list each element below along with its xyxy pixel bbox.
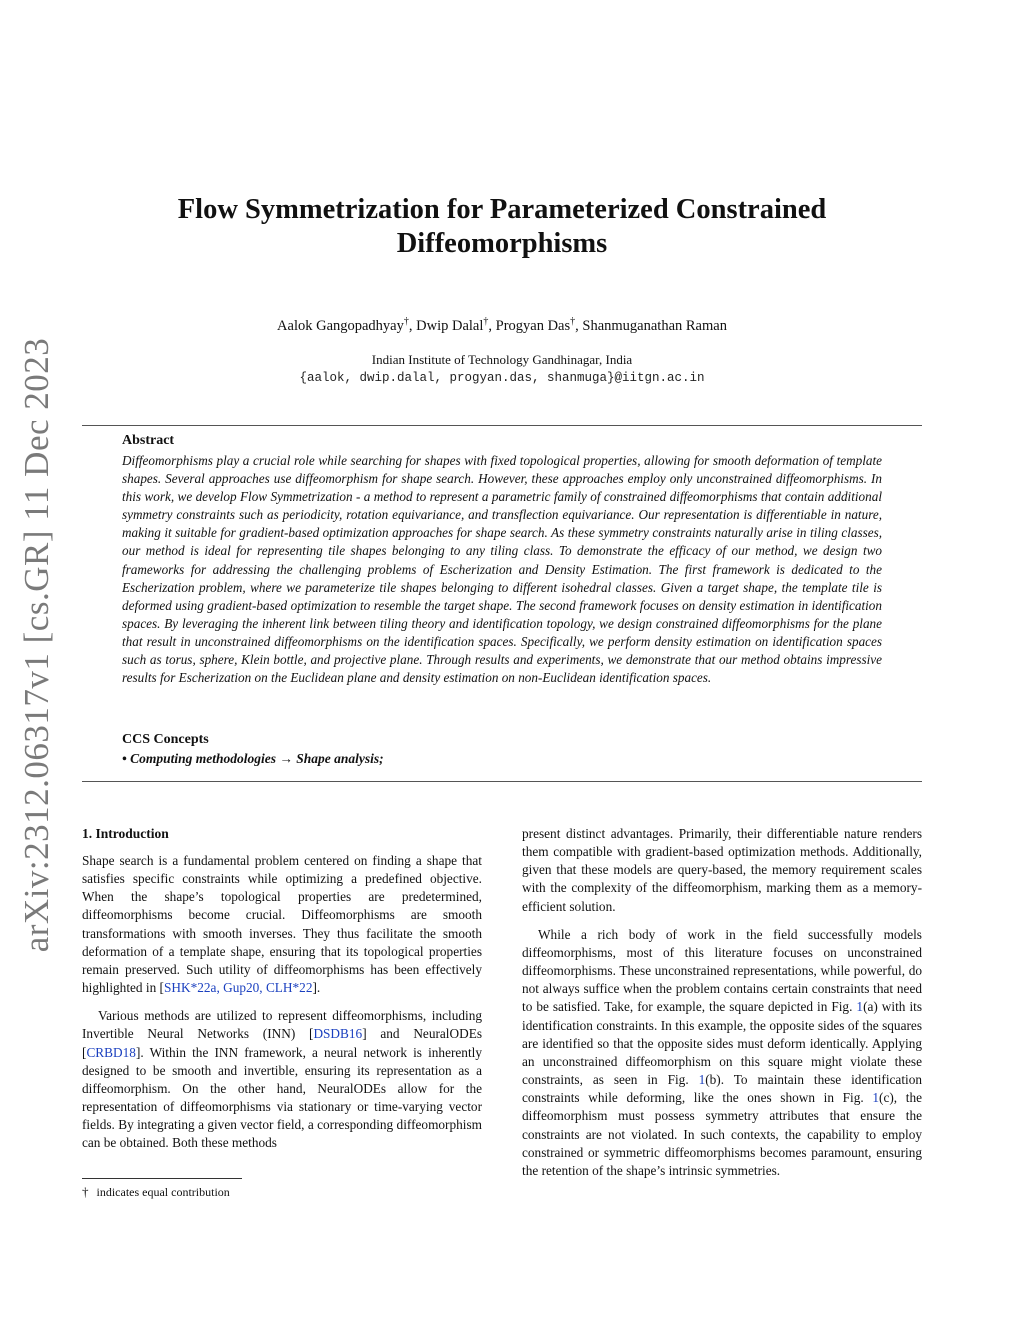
abstract-heading: Abstract — [122, 433, 175, 448]
arxiv-identifier — [12, 337, 62, 953]
affiliation: Indian Institute of Technology Gandhinagar, India — [371, 352, 633, 367]
ccs-heading: CCS Concepts — [122, 732, 209, 747]
figure-ref-link[interactable]: 1 — [872, 1090, 880, 1106]
author-emails: {aalok, dwip.dalal, progyan.das, shanmuga}@iitgn.ac.in — [299, 371, 705, 385]
citation-link[interactable]: SHK*22a, Gup20, CLH*22 — [164, 980, 313, 996]
footnote — [82, 1184, 230, 1200]
figure-ref-link[interactable]: 1 — [698, 1072, 706, 1088]
equal-contribution-mark: † — [570, 316, 576, 327]
figure-ref-link[interactable]: 1 — [856, 999, 864, 1015]
arxiv-id-text: arXiv:2312.06317v1 [cs.GR] 11 Dec 2023 — [17, 337, 56, 953]
title-line-2: Diffeomorphisms — [396, 228, 608, 259]
author-name: Aalok Gangopadhyay — [277, 317, 404, 334]
right-column — [522, 825, 922, 1180]
equal-contribution-mark: † — [403, 316, 409, 327]
dagger-mark: † — [82, 1184, 89, 1199]
intro-paragraph-2: Various methods are utilized to represent diffeomorphisms, including Invertible Neural Networks (INN) [DSDB16] and NeuralODEs [CRBD18]. Within the INN framework, a neural network is inherently designed to be smooth and invertible, ensuring its representation as a diffeomorphism. On the other hand, NeuralODEs allow for the representation of diffeomorphisms via stationary or time-varying vector fields. By integrating a given vector field, a corresponding diffeomorphism can be obtained. Both these methods — [82, 1008, 482, 1151]
citation-link-crbd18[interactable]: CRBD18 — [86, 1044, 136, 1060]
abstract-top-rule — [82, 425, 922, 426]
equal-contribution-mark: † — [483, 316, 489, 327]
left-column — [82, 852, 482, 1153]
author-name: Progyan Das — [495, 317, 571, 334]
footnote-rule — [82, 1178, 242, 1179]
author-name: Shanmuganathan Raman — [582, 317, 727, 334]
author-list: Aalok Gangopadhyay†, Dwip Dalal†, Progyan Das†, Shanmuganathan Raman — [277, 316, 727, 334]
abstract-body: Diffeomorphisms play a crucial role while searching for shapes with fixed topological properties, allowing for smooth deformation of template shapes. Several approaches use diffeomorphism for shape search. However, these approaches employ only unconstrained diffeomorphisms. In this work, we develop Flow Symmetrization - a method to represent a parametric family of constrained diffeomorphisms that contain additional symmetry constraints such as periodicity, rotation equivariance, and transflection equivariance. Our representation is differentiable in nature, making it suitable for gradient-based optimization approaches for shape search. As these symmetry constraints naturally arise in tiling classes, our method is ideal for representing tile shapes belonging to any tiling class. To demonstrate the efficacy of our method, we design two frameworks for addressing the challenging problems of Escherization and Density Estimation. The first framework is dedicated to the Escherization problem, where we parameterize tile shapes belonging to different isohedral classes. Given a target shape, the template tile is deformed using gradient-based optimization to resemble the target shape. The second framework focuses on density estimation in identification spaces. By leveraging the inherent link between tiling theory and identification topology, we design constrained diffeomorphisms for the plane that result in unconstrained diffeomorphisms on the identification spaces. Specifically, we perform density estimation on identification spaces such as torus, sphere, Klein bottle, and projective plane. Through results and experiments, we demonstrate that our method obtains impressive results for Escherization on the Euclidean plane and density estimation on non-Euclidean identification spaces. — [122, 453, 882, 686]
paper-title — [120, 193, 884, 261]
author-name: Dwip Dalal — [416, 317, 484, 334]
section-heading-introduction: 1. Introduction — [82, 826, 169, 841]
title-line-1: Flow Symmetrization for Parameterized Constrained — [177, 194, 827, 225]
abstract-bottom-rule — [82, 781, 922, 782]
intro-paragraph-4: While a rich body of work in the field successfully models diffeomorphisms, most of this literature focuses on unconstrained diffeomorphisms. These unconstrained representations, while powerful, do not always suffice when the problem contains certain constraints that need to be satisfied. Take, for example, the square depicted in Fig. 1(a) with its identification constraints. In this example, the opposite sides of the squares are identified so that the opposite sides must deform identically. Applying an unconstrained diffeomorphism on this square might violate these constraints, as seen in Fig. 1(b). To maintain these identification constraints while deforming, like the ones shown in Fig. 1(c), the diffeomorphism must possess symmetry attributes that ensure the constraints are not violated. In such contexts, the capability to employ constrained or symmetric diffeomorphisms becomes paramount, ensuring the retention of the shape’s intrinsic symmetries. — [522, 926, 923, 1178]
ccs-concept-item: • Computing methodologies → Shape analysis; — [122, 751, 384, 766]
citation-link-dsdb16[interactable]: DSDB16 — [313, 1026, 363, 1042]
intro-paragraph-1: Shape search is a fundamental problem centered on finding a shape that satisfies specific constraints while optimizing a predefined objective. When the shape’s topological properties are predetermined, diffeomorphisms become crucial. Diffeomorphisms are smooth transformations with smooth inverses. They thus facilitate the smooth deformation of a template shape, ensuring that its topological properties remain preserved. Such utility of diffeomorphisms has been effectively highlighted in [SHK*22a, Gup20, CLH*22]. — [82, 853, 482, 996]
intro-paragraph-3: present distinct advantages. Primarily, their differentiable nature renders them compatible with gradient-based optimization methods. Additionally, given that these models are query-based, the memory requirement scales with the complexity of the diffeomorphism, marking them as a memory-efficient solution. — [522, 826, 922, 914]
footnote-text: indicates equal contribution — [96, 1185, 230, 1199]
